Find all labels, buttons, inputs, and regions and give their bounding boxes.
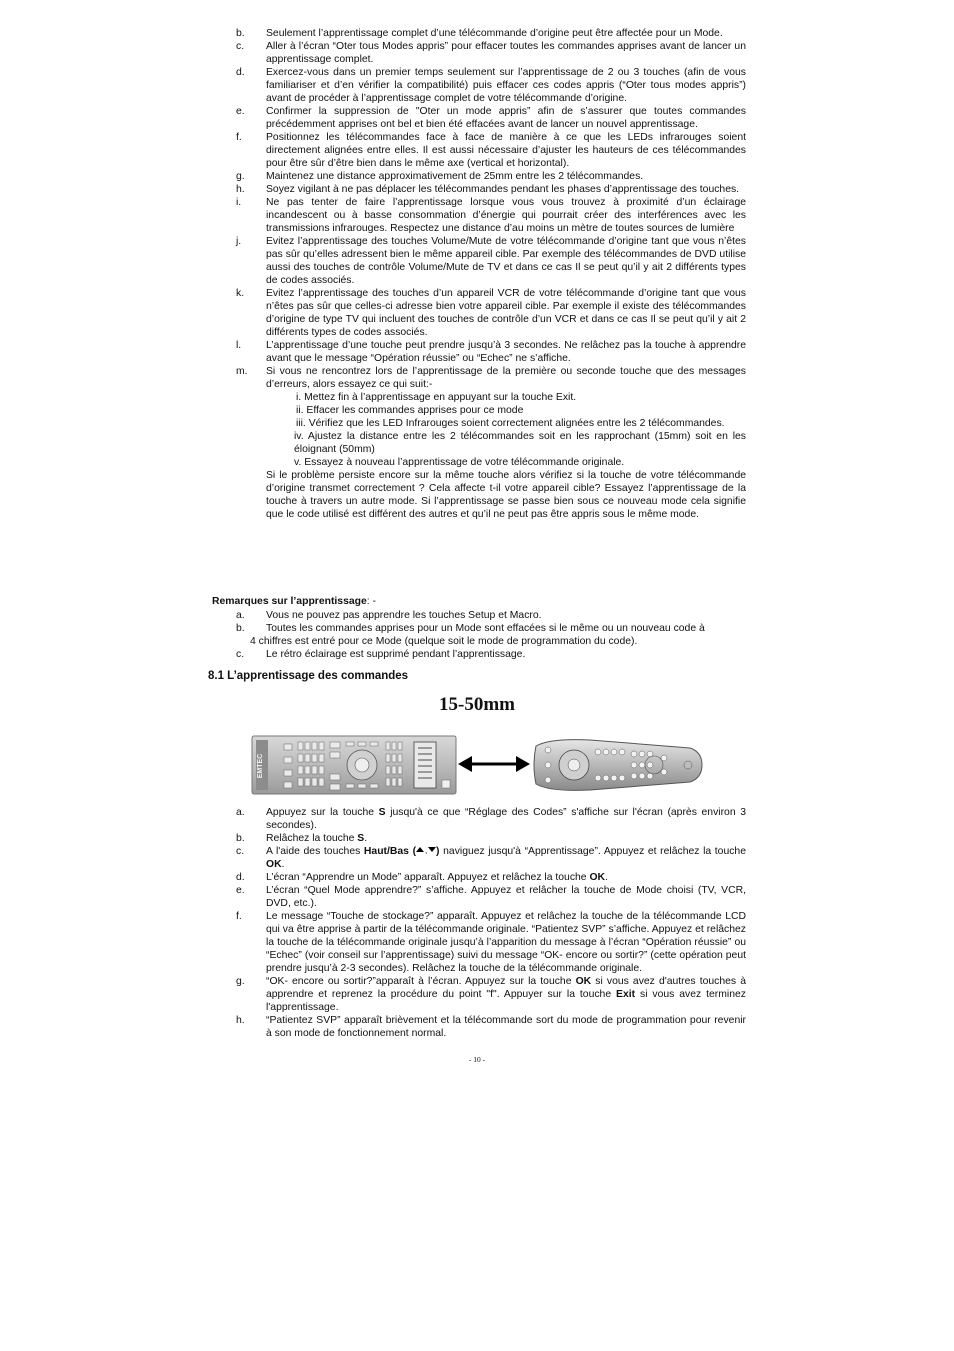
step-text: “OK- encore ou sortir?”apparaît à l’écran. Appuyez sur la touche (266, 976, 576, 987)
list-item-text: Aller à l’écran “Oter tous Modes appris” pour effacer toutes les commandes apprises avant de lancer un apprentissage complet. (266, 41, 746, 65)
step-text: A l'aide des touches (266, 846, 364, 857)
list-marker: b. (236, 833, 245, 844)
list-marker: c. (236, 41, 245, 52)
key-label: OK (266, 859, 282, 870)
step-text: L’écran “Apprendre un Mode” apparaît. Appuyez et relâchez la touche (266, 872, 590, 883)
list-marker: k. (236, 288, 245, 299)
step-h (236, 1014, 746, 1040)
step-text: Appuyez sur la touche (266, 807, 379, 818)
step-a (236, 806, 746, 832)
list-marker: c. (236, 649, 245, 660)
remotes-figure (250, 732, 704, 798)
list-item-text: Ne pas tenter de faire l’apprentissage lorsque vous vous trouvez à proximité d’un éclairage incandescent ou à basse consommation d’énergie qui pourrait créer des interférences avec les transmissions infrarouges. Respectez une distance d’au moins un mètre de toutes sources de lumière (266, 197, 746, 234)
key-label: Exit (616, 989, 636, 1000)
distance-label: 15-50mm (439, 694, 515, 715)
remarks-title-bold: Remarques sur l’apprentissage (212, 596, 367, 607)
list-item-text: Soyez vigilant à ne pas déplacer les télécommandes pendant les phases d’apprentissage des touches. (266, 184, 740, 195)
step-text: L’écran “Quel Mode apprendre?” s’affiche. Appuyez et relâcher la touche de Mode choisi (TV, VCR, DVD, etc.). (266, 885, 746, 909)
list-marker: a. (236, 610, 245, 621)
step-text: si vous avez terminez l'apprentissage. (266, 989, 746, 1013)
list-item-text: 4 chiffres est entré pour ce Mode (quelque soit le mode de programmation du code). (250, 636, 638, 647)
list-item-text: Maintenez une distance approximativement de 25mm entre les 2 télécommandes. (266, 171, 644, 182)
list-item (236, 339, 746, 365)
list-item (236, 183, 746, 196)
list-item-text: Toutes les commandes apprises pour un Mode sont effacées si le même ou un nouveau code à (266, 623, 705, 634)
list-marker: e. (236, 885, 245, 896)
list-marker: h. (236, 184, 245, 195)
remarks-list (236, 609, 746, 661)
step-b (236, 832, 746, 845)
list-marker: f. (236, 911, 242, 922)
list-marker: h. (236, 1015, 245, 1026)
step-text: jusqu'à ce que “Réglage des Codes” s'affiche sur l'écran (après environ 3 secondes). (266, 807, 746, 831)
sub-list-item: iv. Ajustez la distance entre les 2 télécommandes soit en les rapprochant (15mm) soit en les éloignant (50mm) (294, 431, 746, 455)
list-marker: m. (236, 366, 248, 377)
list-marker: d. (236, 872, 245, 883)
list-marker: e. (236, 106, 245, 117)
list-item-text: Si vous ne rencontrez lors de l’apprentissage de la première ou seconde touche que des messages d’erreurs, alors essayez ce qui suit:- (266, 366, 746, 390)
sub-list-item: iii. Vérifiez que les LED Infrarouges soient correctement alignées entre les 2 télécommandes. (296, 418, 725, 429)
list-marker: b. (236, 28, 245, 39)
list-item (236, 170, 746, 183)
key-label: ) (436, 846, 440, 857)
list-item (236, 622, 746, 635)
list-marker: a. (236, 807, 245, 818)
list-item (236, 40, 746, 66)
list-item-text: Exercez-vous dans un premier temps seulement sur l’apprentissage de 2 ou 3 touches (afin de vous familiariser et d’en vérifier la compatibilité) puis effacer ces codes appris (“Oter tous modes appris”) avant de procéder à l’apprentissage complet de votre télécommande d’origine. (266, 67, 746, 104)
step-text: “Patientez SVP” apparaît brièvement et la télécommande sort du mode de programmation pour revenir à son mode de fonctionnement normal. (266, 1015, 746, 1039)
step-text: Le message “Touche de stockage?” apparaît. Appuyez et relâchez la touche de la télécommande LCD qui va être apprise à partir de la télécommande originale. “Patientez SVP” s’affiche. Appuyez et relâchez la touche de la télécommande originale jusqu’à l’apparition du message à l’écran “Opération réussie” ou “Echec” (voir conseil sur l’apprentissage) suivi du message “OK- encore ou sortir?” (cette opération peut prendre jusqu’à 2-3 secondes). Relâchez la touche de la télécommande originale. (266, 911, 746, 974)
list-marker: g. (236, 976, 245, 987)
svg-text:,: , (425, 846, 428, 854)
step-text: . (364, 833, 368, 844)
troubleshoot-paragraph: Si le problème persiste encore sur la même touche alors vérifiez si la touche de votre télécommande d’origine transmet correctement ? Cela affecte t-il votre appareil cible? Essayez l’apprentissage de la touche à travers un autre mode. Si l’apprentissage se passe bien sous ce nouveau mode cela signifie que le code utilisé est différent des autres et qu’il ne peut pas être appris sous le même mode. (266, 470, 746, 520)
emtec-remote (252, 736, 456, 794)
list-marker: i. (236, 197, 242, 208)
list-marker: d. (236, 67, 245, 78)
list-item (236, 235, 746, 287)
list-marker: g. (236, 171, 245, 182)
step-g (236, 975, 746, 1014)
step-text: si vous avez d'autres touches à apprendre et reprenez la procédure du point "f". Appuyer sur la touche (266, 976, 746, 1000)
list-item (250, 635, 746, 648)
list-marker: c. (236, 846, 245, 857)
step-e (236, 884, 746, 910)
list-item (236, 609, 746, 622)
key-label: S (357, 833, 365, 844)
list-item-text: Vous ne pouvez pas apprendre les touches Setup et Macro. (266, 610, 542, 621)
step-d (236, 871, 746, 884)
list-marker: j. (236, 236, 242, 247)
step-text: Relâchez la touche (266, 833, 358, 844)
list-marker: l. (236, 340, 242, 351)
list-item (236, 287, 746, 339)
list-marker: f. (236, 132, 242, 143)
list-item (236, 365, 746, 391)
list-item (236, 648, 746, 661)
remarks-title (212, 596, 376, 607)
list-marker: b. (236, 623, 245, 634)
steps-list (236, 806, 746, 1040)
up-down-arrows-icon (416, 845, 436, 854)
list-item (236, 196, 746, 235)
brand-logo-text: EMTEC (257, 753, 264, 779)
sub-list-item: ii. Effacer les commandes apprises pour ce mode (296, 405, 524, 416)
step-c (236, 845, 746, 871)
original-remote (534, 740, 702, 791)
list-item-text: Seulement l’apprentissage complet d’une télécommande d’origine peut être affectée pour un Mode. (266, 28, 723, 39)
sub-list-item: v. Essayez à nouveau l’apprentissage de votre télécommande originale. (294, 457, 625, 468)
section-heading: 8.1 L’apprentissage des commandes (208, 670, 409, 682)
list-item-text: Evitez l’apprentissage des touches d’un appareil VCR de votre télécommande d’origine tant que vous n’êtes pas sûr que celles-ci adresse bien votre appareil cible. Par exemple il existe des télécommandes d’origine de type TV qui incluent des touches de contrôle d’un VCR et dans ce cas Il se peut qu’il y ait 2 différents types de codes associés. (266, 288, 746, 338)
list-item (236, 27, 746, 40)
list-item (236, 66, 746, 105)
page-number: - 10 - (468, 1055, 486, 1064)
step-f (236, 910, 746, 975)
list-item-text: Positionnez les télécommandes face à face de manière à ce que les LEDs infrarouges soient directement alignées entre elles. Il est aussi nécessaire d’ajuster les hauteurs de ces télécommandes pour être sûr d’être bien dans le même axe (vertical et horizontal). (266, 132, 746, 169)
double-arrow-icon (458, 756, 530, 772)
remarks-title-suffix: : - (366, 596, 376, 607)
key-label: Haut/Bas ( (363, 846, 417, 857)
tips-list (236, 27, 746, 521)
step-text: . (605, 872, 608, 883)
list-item-text: Confirmer la suppression de "Oter un mode appris” afin de s’assurer que toutes commandes précédemment apprises ont bel et bien été effacées avant de lancer un nouvel apprentissage. (266, 106, 746, 130)
list-item (236, 105, 746, 131)
step-text: naviguez jusqu'à “Apprentissage”. Appuyez et relâchez la touche (439, 846, 746, 857)
step-text: . (281, 859, 285, 870)
list-item-text: Le rétro éclairage est supprimé pendant l’apprentissage. (266, 649, 526, 660)
list-item-text: L’apprentissage d’une touche peut prendre jusqu’à 3 secondes. Ne relâchez pas la touche à apprendre avant que le message “Opération réussie” ou “Echec” ne s’affiche. (266, 340, 746, 364)
list-item-text: Evitez l’apprentissage des touches Volume/Mute de votre télécommande d’origine tant que vous n’êtes pas sûr qu’elles adressent bien le même appareil cible. Par exemple des télécommandes de DVD utilise aussi des touches de contrôle Volume/Mute de TV et dans ce cas Il se peut qu’il y ait 2 différents types de codes associés. (266, 236, 746, 286)
key-label: OK (575, 976, 592, 987)
list-item (236, 131, 746, 170)
key-label: S (378, 807, 386, 818)
sub-list-item: i. Mettez fin à l’apprentissage en appuyant sur la touche Exit. (296, 392, 577, 403)
key-label: OK (589, 872, 606, 883)
